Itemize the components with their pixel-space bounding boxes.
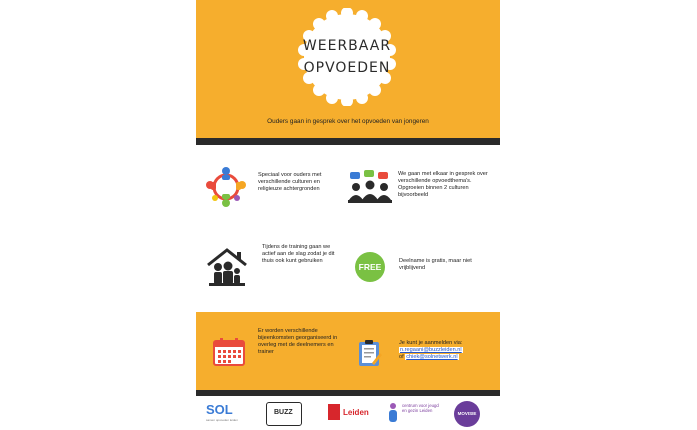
conversation-group-icon xyxy=(348,170,392,206)
leiden-logo-name: Leiden xyxy=(343,408,369,417)
cjg-figures-icon xyxy=(386,403,400,423)
buzz-logo xyxy=(266,402,302,426)
email-link-2[interactable]: chiek@solnetwerk.nl xyxy=(406,354,458,360)
movisie-logo xyxy=(454,401,480,427)
features-section xyxy=(196,145,500,312)
diverse-people-circle-icon xyxy=(206,167,246,207)
email-link-1[interactable]: n.regaani@buzzleiden.nl xyxy=(400,347,462,353)
clipboard-icon xyxy=(358,339,382,367)
signup-block xyxy=(399,340,495,361)
feature-text-1: Speciaal voor ouders met verschillende culturen en religieuze achtergronden xyxy=(258,172,322,192)
scalloped-badge-icon xyxy=(298,8,396,106)
leiden-keys-icon xyxy=(328,404,340,420)
sol-logo-name: SOL xyxy=(206,402,233,417)
feature-text-3: Tijdens de training gaan we actief aan de slag zodat je dit thuis ook kunt gebruiken xyxy=(262,244,335,264)
title-badge xyxy=(298,8,396,106)
divider-bar xyxy=(196,138,500,145)
signup-intro: Je kunt je aanmelden via: xyxy=(399,340,463,346)
info-section xyxy=(196,312,500,390)
signup-or: of xyxy=(399,354,404,360)
buzz-logo-name: BUZZ xyxy=(274,409,293,416)
title-line-2: OPVOEDEN xyxy=(303,60,391,76)
flyer xyxy=(196,0,500,430)
feature-text-2: We gaan met elkaar in gesprek over verschillende opvoedthema's. Opgroeien binnen 2 culturen bijvoorbeeld xyxy=(398,171,488,198)
meetings-text: Er worden verschillende bijeenkomsten georganiseerd in overleg met de deelnemers en trainer xyxy=(258,328,338,355)
title-line-1: WEERBAAR xyxy=(302,38,392,54)
sol-logo-sub: samen opvoeden leiden xyxy=(206,418,238,422)
calendar-icon xyxy=(213,338,245,366)
leiden-logo xyxy=(328,402,372,424)
header-section xyxy=(196,0,500,138)
feature-text-4: Deelname is gratis, maar niet vrijblijvend xyxy=(399,258,472,271)
partner-logos xyxy=(196,396,500,430)
cjg-logo xyxy=(386,401,444,427)
free-badge-icon: FREE xyxy=(355,252,385,282)
cjg-logo-name: centrum voor jeugd en gezin Leiden xyxy=(402,403,439,413)
tagline: Ouders gaan in gesprek over het opvoeden van jongeren xyxy=(267,118,429,125)
family-house-icon xyxy=(206,247,248,287)
movisie-logo-name: MOVISIE xyxy=(457,411,477,416)
sol-logo xyxy=(206,402,246,426)
